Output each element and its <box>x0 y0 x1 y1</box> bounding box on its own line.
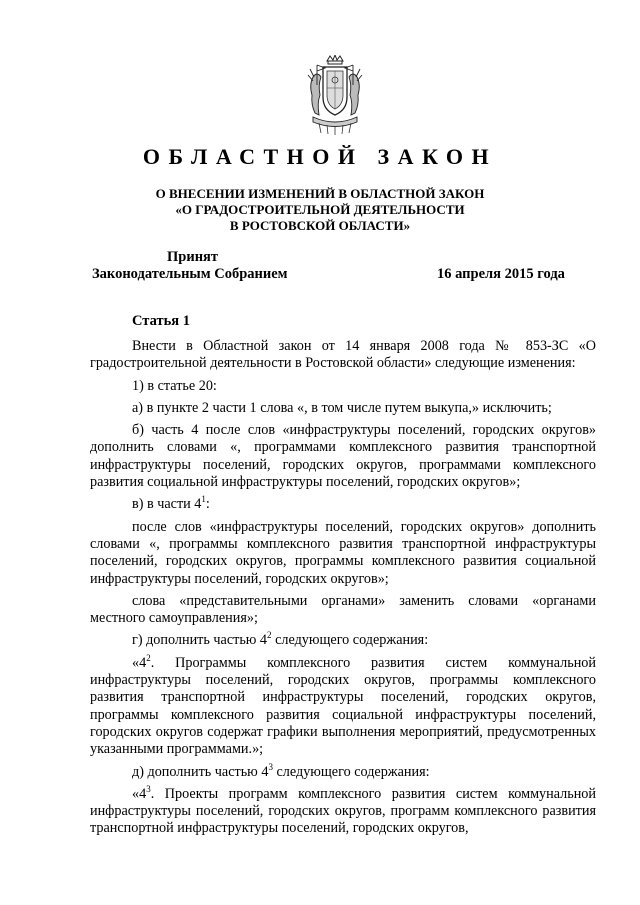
paragraph: слова «представительными органами» заменить словами «органами местного самоуправления»; <box>90 592 596 627</box>
law-title: ОБЛАСТНОЙ ЗАКОН <box>142 144 498 169</box>
paragraph: г) дополнить частью $4^2$ следующего содержания: <box>132 630 429 649</box>
coat-of-arms-icon <box>305 55 365 135</box>
paragraph: а) в пункте 2 части 1 слова «, в том числе путем выкупа,» исключить; <box>132 399 552 416</box>
paragraph: Внести в Областной закон от 14 января 2008 года № 853-ЗС «О градостроительной деятельности в Ростовской области» следующие изменения: <box>90 338 596 372</box>
subtitle-line: «О ГРАДОСТРОИТЕЛЬНОЙ ДЕЯТЕЛЬНОСТИ <box>175 202 465 217</box>
subtitle-line: В РОСТОВСКОЙ ОБЛАСТИ» <box>229 218 411 233</box>
paragraph: б) часть 4 после слов «инфраструктуры поселений, городских округов» дополнить словами «, программами комплексного развития транспортной инфраструктуры поселений, городских округов, программами комплексного развития социальной инфраструктуры поселений, городских округов»; <box>90 422 596 491</box>
law-subtitle <box>0 186 640 234</box>
adopted-label: Принят <box>167 249 219 265</box>
paragraph: «$4^3$. Проекты программ комплексного развития систем коммунальной инфраструктуры поселений, городских округов, программ комплексного развития транспортной инфраструктуры поселений, городских округов, <box>90 783 596 837</box>
adopted-date: 16 апреля 2015 года <box>437 266 565 282</box>
paragraph: д) дополнить частью $4^3$ следующего содержания: <box>132 761 430 780</box>
subtitle-line: О ВНЕСЕНИИ ИЗМЕНЕНИЙ В ОБЛАСТНОЙ ЗАКОН <box>155 186 485 201</box>
paragraph: в) в части $4^1$: <box>132 494 210 513</box>
article-body <box>90 338 596 838</box>
paragraph: 1) в статье 20: <box>132 377 217 394</box>
paragraph: «$4^2$. Программы комплексного развития систем коммунальной инфраструктуры поселений, городских округов, программы комплексного развития транспортной инфраструктуры поселений, городских округов, программы комплексного развития социальной инфраструктуры поселений, городских округов содержат графики выполнения мероприятий, предусмотренных указанными программами.»; <box>90 652 596 758</box>
paragraph: после слов «инфраструктуры поселений, городских округов» дополнить словами «, программы комплексного развития транспортной инфраструктуры поселений, городских округов, программы комплексного развития социальной инфраструктуры поселений, городских округов»; <box>90 518 596 587</box>
article-title: Статья 1 <box>132 313 190 329</box>
adopted-by: Законодательным Собранием <box>92 266 288 282</box>
